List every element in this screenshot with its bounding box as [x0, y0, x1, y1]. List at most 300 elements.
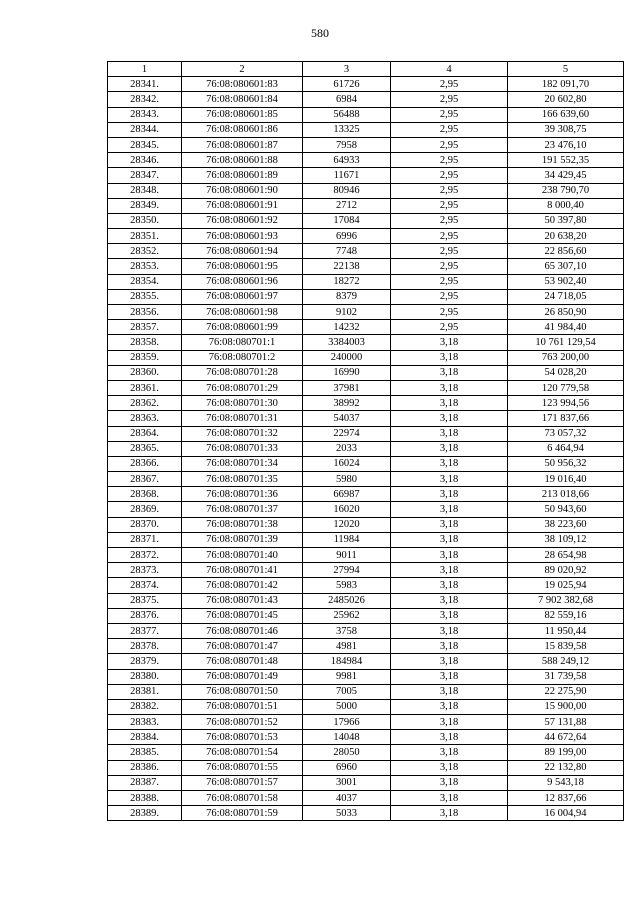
table-cell: 6 464,94	[508, 441, 624, 456]
table-cell: 80946	[303, 183, 391, 198]
table-cell: 28355.	[108, 289, 182, 304]
table-cell: 14232	[303, 320, 391, 335]
table-cell: 39 308,75	[508, 122, 624, 137]
table-row	[108, 608, 624, 623]
table-cell: 28385.	[108, 745, 182, 760]
table-cell: 3001	[303, 775, 391, 790]
table-row	[108, 107, 624, 122]
table-cell: 28050	[303, 745, 391, 760]
table-cell: 3,18	[391, 775, 508, 790]
table-row	[108, 289, 624, 304]
table-cell: 2,95	[391, 107, 508, 122]
table-cell: 5983	[303, 578, 391, 593]
table-row	[108, 320, 624, 335]
table-cell: 76:08:080701:57	[182, 775, 303, 790]
table-cell: 3,18	[391, 639, 508, 654]
table-cell: 16020	[303, 502, 391, 517]
table-cell: 22974	[303, 426, 391, 441]
table-row	[108, 198, 624, 213]
table-cell: 184984	[303, 654, 391, 669]
table-cell: 28372.	[108, 548, 182, 563]
table-row	[108, 517, 624, 532]
table-cell: 28380.	[108, 669, 182, 684]
table-cell: 3,18	[391, 654, 508, 669]
table-cell: 28367.	[108, 472, 182, 487]
table-cell: 7 902 382,68	[508, 593, 624, 608]
table-cell: 76:08:080601:94	[182, 244, 303, 259]
table-cell: 2033	[303, 441, 391, 456]
table-cell: 76:08:080701:1	[182, 335, 303, 350]
table-cell: 2,95	[391, 122, 508, 137]
table-cell: 2,95	[391, 274, 508, 289]
table-cell: 2,95	[391, 153, 508, 168]
table-cell: 22 132,80	[508, 760, 624, 775]
column-header: 2	[182, 62, 303, 77]
table-cell: 76:08:080701:34	[182, 456, 303, 471]
table-cell: 76:08:080701:52	[182, 715, 303, 730]
table-cell: 3,18	[391, 517, 508, 532]
table-cell: 9102	[303, 305, 391, 320]
table-cell: 28342.	[108, 92, 182, 107]
table-cell: 82 559,16	[508, 608, 624, 623]
table-row	[108, 715, 624, 730]
table-row	[108, 563, 624, 578]
table-cell: 28347.	[108, 168, 182, 183]
table-cell: 76:08:080601:93	[182, 229, 303, 244]
table-cell: 76:08:080701:51	[182, 699, 303, 714]
page-number: 580	[311, 26, 329, 40]
table-cell: 76:08:080701:35	[182, 472, 303, 487]
table-cell: 41 984,40	[508, 320, 624, 335]
table-row	[108, 456, 624, 471]
table-cell: 2,95	[391, 229, 508, 244]
table-body	[108, 77, 624, 821]
table-cell: 76:08:080701:31	[182, 411, 303, 426]
column-header: 3	[303, 62, 391, 77]
table-row	[108, 335, 624, 350]
table-cell: 22 275,90	[508, 684, 624, 699]
table-cell: 240000	[303, 350, 391, 365]
table-row	[108, 548, 624, 563]
column-header: 5	[508, 62, 624, 77]
table-cell: 28384.	[108, 730, 182, 745]
table-cell: 2485026	[303, 593, 391, 608]
table-cell: 2,95	[391, 183, 508, 198]
table-cell: 76:08:080601:84	[182, 92, 303, 107]
table-cell: 76:08:080701:43	[182, 593, 303, 608]
table-cell: 171 837,66	[508, 411, 624, 426]
table-cell: 73 057,32	[508, 426, 624, 441]
table-cell: 2712	[303, 198, 391, 213]
table-cell: 76:08:080601:95	[182, 259, 303, 274]
table-row	[108, 213, 624, 228]
table-row	[108, 654, 624, 669]
table-cell: 2,95	[391, 168, 508, 183]
table-cell: 6984	[303, 92, 391, 107]
table-cell: 16990	[303, 365, 391, 380]
table-cell: 3,18	[391, 806, 508, 821]
table-cell: 2,95	[391, 244, 508, 259]
table-cell: 2,95	[391, 305, 508, 320]
table-row	[108, 396, 624, 411]
table-cell: 28356.	[108, 305, 182, 320]
table-cell: 66987	[303, 487, 391, 502]
table-cell: 166 639,60	[508, 107, 624, 122]
table-cell: 24 718,05	[508, 289, 624, 304]
table-row	[108, 532, 624, 547]
table-cell: 3,18	[391, 365, 508, 380]
table-row	[108, 487, 624, 502]
column-header: 4	[391, 62, 508, 77]
table-cell: 3,18	[391, 396, 508, 411]
table-cell: 76:08:080601:87	[182, 137, 303, 152]
table-cell: 9011	[303, 548, 391, 563]
table-cell: 65 307,10	[508, 259, 624, 274]
table-row	[108, 775, 624, 790]
table-cell: 44 672,64	[508, 730, 624, 745]
table-cell: 3,18	[391, 563, 508, 578]
column-header: 1	[108, 62, 182, 77]
table-cell: 3,18	[391, 593, 508, 608]
table-cell: 3,18	[391, 760, 508, 775]
table-cell: 28343.	[108, 107, 182, 122]
table-cell: 3758	[303, 623, 391, 638]
table-cell: 3,18	[391, 441, 508, 456]
table-cell: 28377.	[108, 623, 182, 638]
table-cell: 18272	[303, 274, 391, 289]
table-cell: 76:08:080701:33	[182, 441, 303, 456]
table-cell: 56488	[303, 107, 391, 122]
table-cell: 17084	[303, 213, 391, 228]
table-cell: 27994	[303, 563, 391, 578]
table-row	[108, 244, 624, 259]
table-cell: 28349.	[108, 198, 182, 213]
table-row	[108, 229, 624, 244]
table-cell: 28389.	[108, 806, 182, 821]
table-cell: 50 397,80	[508, 213, 624, 228]
table-cell: 28357.	[108, 320, 182, 335]
table-cell: 76:08:080601:85	[182, 107, 303, 122]
table-cell: 76:08:080701:40	[182, 548, 303, 563]
table-cell: 76:08:080701:59	[182, 806, 303, 821]
table-row	[108, 791, 624, 806]
table-cell: 54037	[303, 411, 391, 426]
table-cell: 37981	[303, 380, 391, 395]
table-row	[108, 365, 624, 380]
table-cell: 28388.	[108, 791, 182, 806]
table-row	[108, 350, 624, 365]
table-cell: 3384003	[303, 335, 391, 350]
table-cell: 191 552,35	[508, 153, 624, 168]
table-cell: 17966	[303, 715, 391, 730]
table-cell: 28348.	[108, 183, 182, 198]
table-cell: 11671	[303, 168, 391, 183]
table-cell: 76:08:080701:32	[182, 426, 303, 441]
table-row	[108, 760, 624, 775]
table-cell: 15 839,58	[508, 639, 624, 654]
table-cell: 7748	[303, 244, 391, 259]
table-cell: 76:08:080701:38	[182, 517, 303, 532]
table-cell: 11 950,44	[508, 623, 624, 638]
table-cell: 763 200,00	[508, 350, 624, 365]
table-row	[108, 92, 624, 107]
table-cell: 3,18	[391, 608, 508, 623]
table-cell: 28387.	[108, 775, 182, 790]
table-cell: 38 109,12	[508, 532, 624, 547]
table-cell: 76:08:080601:97	[182, 289, 303, 304]
table-cell: 8379	[303, 289, 391, 304]
table-cell: 3,18	[391, 669, 508, 684]
table-cell: 34 429,45	[508, 168, 624, 183]
table-row	[108, 669, 624, 684]
table-cell: 3,18	[391, 411, 508, 426]
table-cell: 31 739,58	[508, 669, 624, 684]
table-cell: 76:08:080701:55	[182, 760, 303, 775]
table-cell: 28383.	[108, 715, 182, 730]
table-cell: 5980	[303, 472, 391, 487]
table-cell: 76:08:080601:90	[182, 183, 303, 198]
table-cell: 16024	[303, 456, 391, 471]
table-row	[108, 122, 624, 137]
table-cell: 3,18	[391, 380, 508, 395]
table-row	[108, 259, 624, 274]
table-cell: 89 020,92	[508, 563, 624, 578]
table-cell: 12020	[303, 517, 391, 532]
table-cell: 28375.	[108, 593, 182, 608]
table-cell: 76:08:080701:54	[182, 745, 303, 760]
table-cell: 120 779,58	[508, 380, 624, 395]
data-table	[107, 61, 624, 821]
table-cell: 2,95	[391, 198, 508, 213]
table-row	[108, 730, 624, 745]
table-cell: 2,95	[391, 320, 508, 335]
table-cell: 76:08:080701:36	[182, 487, 303, 502]
table-cell: 28381.	[108, 684, 182, 699]
table-row	[108, 441, 624, 456]
table-row	[108, 578, 624, 593]
table-cell: 28364.	[108, 426, 182, 441]
table-cell: 2,95	[391, 289, 508, 304]
table-cell: 28378.	[108, 639, 182, 654]
table-cell: 16 004,94	[508, 806, 624, 821]
table-cell: 15 900,00	[508, 699, 624, 714]
table-row	[108, 305, 624, 320]
table-cell: 3,18	[391, 350, 508, 365]
table-cell: 3,18	[391, 684, 508, 699]
table-cell: 3,18	[391, 487, 508, 502]
table-cell: 3,18	[391, 426, 508, 441]
table-cell: 76:08:080701:46	[182, 623, 303, 638]
table-cell: 3,18	[391, 745, 508, 760]
table-cell: 76:08:080601:91	[182, 198, 303, 213]
table-row	[108, 806, 624, 821]
table-cell: 28344.	[108, 122, 182, 137]
table-row	[108, 623, 624, 638]
table-cell: 3,18	[391, 791, 508, 806]
table-cell: 76:08:080701:49	[182, 669, 303, 684]
table-cell: 54 028,20	[508, 365, 624, 380]
table-cell: 213 018,66	[508, 487, 624, 502]
table-cell: 13325	[303, 122, 391, 137]
table-cell: 9 543,18	[508, 775, 624, 790]
table-cell: 26 850,90	[508, 305, 624, 320]
table-cell: 11984	[303, 532, 391, 547]
table-header-row	[108, 62, 624, 77]
table-cell: 6960	[303, 760, 391, 775]
table-cell: 14048	[303, 730, 391, 745]
table-cell: 28363.	[108, 411, 182, 426]
table-cell: 28373.	[108, 563, 182, 578]
table-cell: 50 943,60	[508, 502, 624, 517]
table-cell: 76:08:080701:30	[182, 396, 303, 411]
table-row	[108, 274, 624, 289]
table-cell: 28360.	[108, 365, 182, 380]
table-cell: 6996	[303, 229, 391, 244]
table-cell: 20 602,80	[508, 92, 624, 107]
table-cell: 10 761 129,54	[508, 335, 624, 350]
table-cell: 3,18	[391, 715, 508, 730]
table-cell: 28351.	[108, 229, 182, 244]
table-row	[108, 168, 624, 183]
table-row	[108, 502, 624, 517]
table-cell: 76:08:080701:48	[182, 654, 303, 669]
table-cell: 50 956,32	[508, 456, 624, 471]
table-row	[108, 153, 624, 168]
table-cell: 2,95	[391, 77, 508, 92]
table-cell: 23 476,10	[508, 137, 624, 152]
table-row	[108, 380, 624, 395]
table-row	[108, 183, 624, 198]
table-cell: 28350.	[108, 213, 182, 228]
table-cell: 28374.	[108, 578, 182, 593]
table-cell: 76:08:080601:92	[182, 213, 303, 228]
table-cell: 28358.	[108, 335, 182, 350]
table-cell: 5033	[303, 806, 391, 821]
table-cell: 238 790,70	[508, 183, 624, 198]
table-cell: 28353.	[108, 259, 182, 274]
table-cell: 76:08:080701:42	[182, 578, 303, 593]
table-cell: 76:08:080701:45	[182, 608, 303, 623]
table-cell: 22 856,60	[508, 244, 624, 259]
table-cell: 28376.	[108, 608, 182, 623]
table-row	[108, 77, 624, 92]
table-cell: 28362.	[108, 396, 182, 411]
table-cell: 8 000,40	[508, 198, 624, 213]
table-cell: 57 131,88	[508, 715, 624, 730]
table-cell: 28382.	[108, 699, 182, 714]
table-cell: 19 016,40	[508, 472, 624, 487]
table-cell: 76:08:080701:50	[182, 684, 303, 699]
table-cell: 28 654,98	[508, 548, 624, 563]
table-cell: 64933	[303, 153, 391, 168]
table-cell: 38 223,60	[508, 517, 624, 532]
table-row	[108, 426, 624, 441]
table-cell: 76:08:080601:86	[182, 122, 303, 137]
table-cell: 28341.	[108, 77, 182, 92]
table-cell: 5000	[303, 699, 391, 714]
table-cell: 28370.	[108, 517, 182, 532]
table-row	[108, 699, 624, 714]
table-row	[108, 137, 624, 152]
table-row	[108, 745, 624, 760]
table-cell: 89 199,00	[508, 745, 624, 760]
table-cell: 3,18	[391, 730, 508, 745]
table-cell: 28369.	[108, 502, 182, 517]
table-cell: 28366.	[108, 456, 182, 471]
table-cell: 588 249,12	[508, 654, 624, 669]
table-cell: 76:08:080701:28	[182, 365, 303, 380]
table-cell: 22138	[303, 259, 391, 274]
table-cell: 76:08:080701:58	[182, 791, 303, 806]
table-cell: 76:08:080601:83	[182, 77, 303, 92]
table-cell: 2,95	[391, 213, 508, 228]
table-cell: 76:08:080701:41	[182, 563, 303, 578]
table-cell: 76:08:080601:99	[182, 320, 303, 335]
table-cell: 76:08:080701:29	[182, 380, 303, 395]
table-cell: 7958	[303, 137, 391, 152]
table-cell: 28345.	[108, 137, 182, 152]
table-cell: 7005	[303, 684, 391, 699]
table-cell: 3,18	[391, 548, 508, 563]
table-cell: 3,18	[391, 502, 508, 517]
table-cell: 28386.	[108, 760, 182, 775]
table-row	[108, 411, 624, 426]
table-row	[108, 639, 624, 654]
table-cell: 2,95	[391, 259, 508, 274]
table-cell: 76:08:080701:53	[182, 730, 303, 745]
table-cell: 123 994,56	[508, 396, 624, 411]
table-row	[108, 684, 624, 699]
table-cell: 28361.	[108, 380, 182, 395]
table-cell: 19 025,94	[508, 578, 624, 593]
table-cell: 28365.	[108, 441, 182, 456]
table-cell: 4037	[303, 791, 391, 806]
table-cell: 76:08:080601:89	[182, 168, 303, 183]
table-cell: 3,18	[391, 335, 508, 350]
table-cell: 25962	[303, 608, 391, 623]
table-cell: 20 638,20	[508, 229, 624, 244]
table-cell: 53 902,40	[508, 274, 624, 289]
table-cell: 76:08:080701:37	[182, 502, 303, 517]
table-cell: 38992	[303, 396, 391, 411]
table-cell: 3,18	[391, 456, 508, 471]
table-cell: 2,95	[391, 92, 508, 107]
table-cell: 76:08:080701:2	[182, 350, 303, 365]
table-cell: 4981	[303, 639, 391, 654]
table-cell: 3,18	[391, 472, 508, 487]
table-cell: 28371.	[108, 532, 182, 547]
table-cell: 76:08:080601:98	[182, 305, 303, 320]
table-cell: 28354.	[108, 274, 182, 289]
table-cell: 76:08:080701:47	[182, 639, 303, 654]
table-cell: 3,18	[391, 699, 508, 714]
table-row	[108, 472, 624, 487]
table-cell: 28346.	[108, 153, 182, 168]
table-cell: 61726	[303, 77, 391, 92]
table-cell: 3,18	[391, 532, 508, 547]
table-cell: 2,95	[391, 137, 508, 152]
table-cell: 182 091,70	[508, 77, 624, 92]
table-cell: 12 837,66	[508, 791, 624, 806]
table-cell: 3,18	[391, 578, 508, 593]
table-cell: 28379.	[108, 654, 182, 669]
table-cell: 28368.	[108, 487, 182, 502]
table-cell: 76:08:080601:88	[182, 153, 303, 168]
table-cell: 76:08:080701:39	[182, 532, 303, 547]
table-cell: 28359.	[108, 350, 182, 365]
table-cell: 28352.	[108, 244, 182, 259]
table-row	[108, 593, 624, 608]
